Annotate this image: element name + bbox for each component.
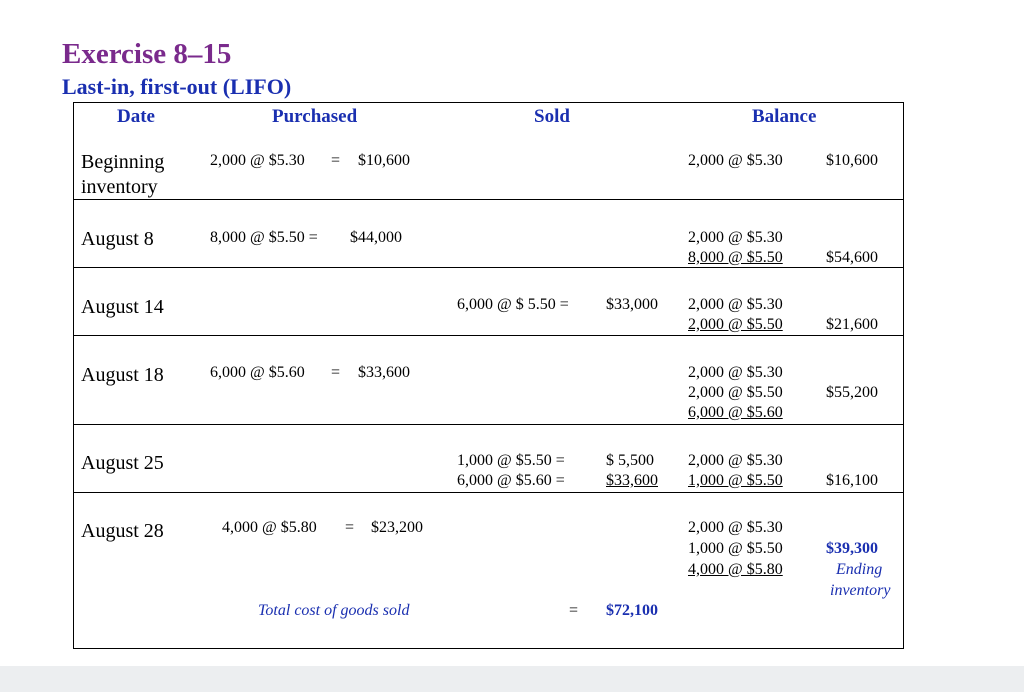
balance-total: $10,600 xyxy=(826,152,878,169)
balance-line: 2,000 @ $5.30 xyxy=(688,152,783,169)
purchased-amount: $10,600 xyxy=(358,152,410,169)
balance-line: 2,000 @ $5.50 xyxy=(688,384,783,401)
balance-line: 1,000 @ $5.50 xyxy=(688,540,783,557)
balance-line: 2,000 @ $5.30 xyxy=(688,296,783,313)
row-date: August 8 xyxy=(81,228,154,250)
sold-qty: 6,000 @ $5.60 = xyxy=(457,472,565,489)
purchased-eq: = xyxy=(331,364,341,381)
row-date-beginning xyxy=(81,150,164,200)
purchased-amount: $44,000 xyxy=(350,229,402,246)
total-cogs-amount: $72,100 xyxy=(606,602,658,619)
balance-line: 2,000 @ $5.30 xyxy=(688,452,783,469)
sold-qty: 6,000 @ $ 5.50 = xyxy=(457,296,569,313)
balance-total: $16,100 xyxy=(826,472,878,489)
row-divider xyxy=(74,492,904,493)
date-line: inventory xyxy=(81,176,158,198)
sold-amount: $ 5,500 xyxy=(606,452,654,469)
balance-line: 1,000 @ $5.50 xyxy=(688,472,783,489)
balance-line: 2,000 @ $5.30 xyxy=(688,229,783,246)
balance-total: $54,600 xyxy=(826,249,878,266)
sold-qty: 1,000 @ $5.50 = xyxy=(457,452,565,469)
total-cogs-eq: = xyxy=(569,602,579,619)
ending-inventory-total: $39,300 xyxy=(826,540,878,557)
balance-line: 2,000 @ $5.50 xyxy=(688,316,783,333)
header-balance: Balance xyxy=(752,106,817,127)
purchased-eq: = xyxy=(345,519,355,536)
row-divider xyxy=(74,335,904,336)
header-date: Date xyxy=(117,106,155,127)
ending-inventory-label: inventory xyxy=(830,582,891,599)
balance-total: $55,200 xyxy=(826,384,878,401)
row-date: August 25 xyxy=(81,452,164,474)
exercise-title: Exercise 8–15 xyxy=(62,38,232,70)
row-date: August 18 xyxy=(81,364,164,386)
row-divider xyxy=(74,424,904,425)
date-line: Beginning xyxy=(81,151,165,173)
balance-total: $21,600 xyxy=(826,316,878,333)
sold-amount: $33,600 xyxy=(606,472,658,489)
balance-line: 2,000 @ $5.30 xyxy=(688,519,783,536)
balance-line: 2,000 @ $5.30 xyxy=(688,364,783,381)
purchased-qty: 6,000 @ $5.60 xyxy=(210,364,305,381)
purchased-qty: 2,000 @ $5.30 xyxy=(210,152,305,169)
row-divider xyxy=(74,199,904,200)
balance-line: 4,000 @ $5.80 xyxy=(688,561,783,578)
total-cogs-label: Total cost of goods sold xyxy=(258,602,410,619)
balance-line: 6,000 @ $5.60 xyxy=(688,404,783,421)
purchased-qty: 4,000 @ $5.80 xyxy=(222,519,317,536)
exercise-subtitle: Last-in, first-out (LIFO) xyxy=(62,74,292,99)
header-sold: Sold xyxy=(534,106,570,127)
row-date: August 14 xyxy=(81,296,164,318)
purchased-eq: = xyxy=(331,152,341,169)
purchased-amount: $33,600 xyxy=(358,364,410,381)
purchased-amount: $23,200 xyxy=(371,519,423,536)
row-date: August 28 xyxy=(81,520,164,542)
ending-inventory-label: Ending xyxy=(836,561,883,578)
header-purchased: Purchased xyxy=(272,106,358,127)
sold-amount: $33,000 xyxy=(606,296,658,313)
window-bottom-bar xyxy=(0,666,1024,692)
balance-line: 8,000 @ $5.50 xyxy=(688,249,783,266)
purchased-qty: 8,000 @ $5.50 = xyxy=(210,229,318,246)
